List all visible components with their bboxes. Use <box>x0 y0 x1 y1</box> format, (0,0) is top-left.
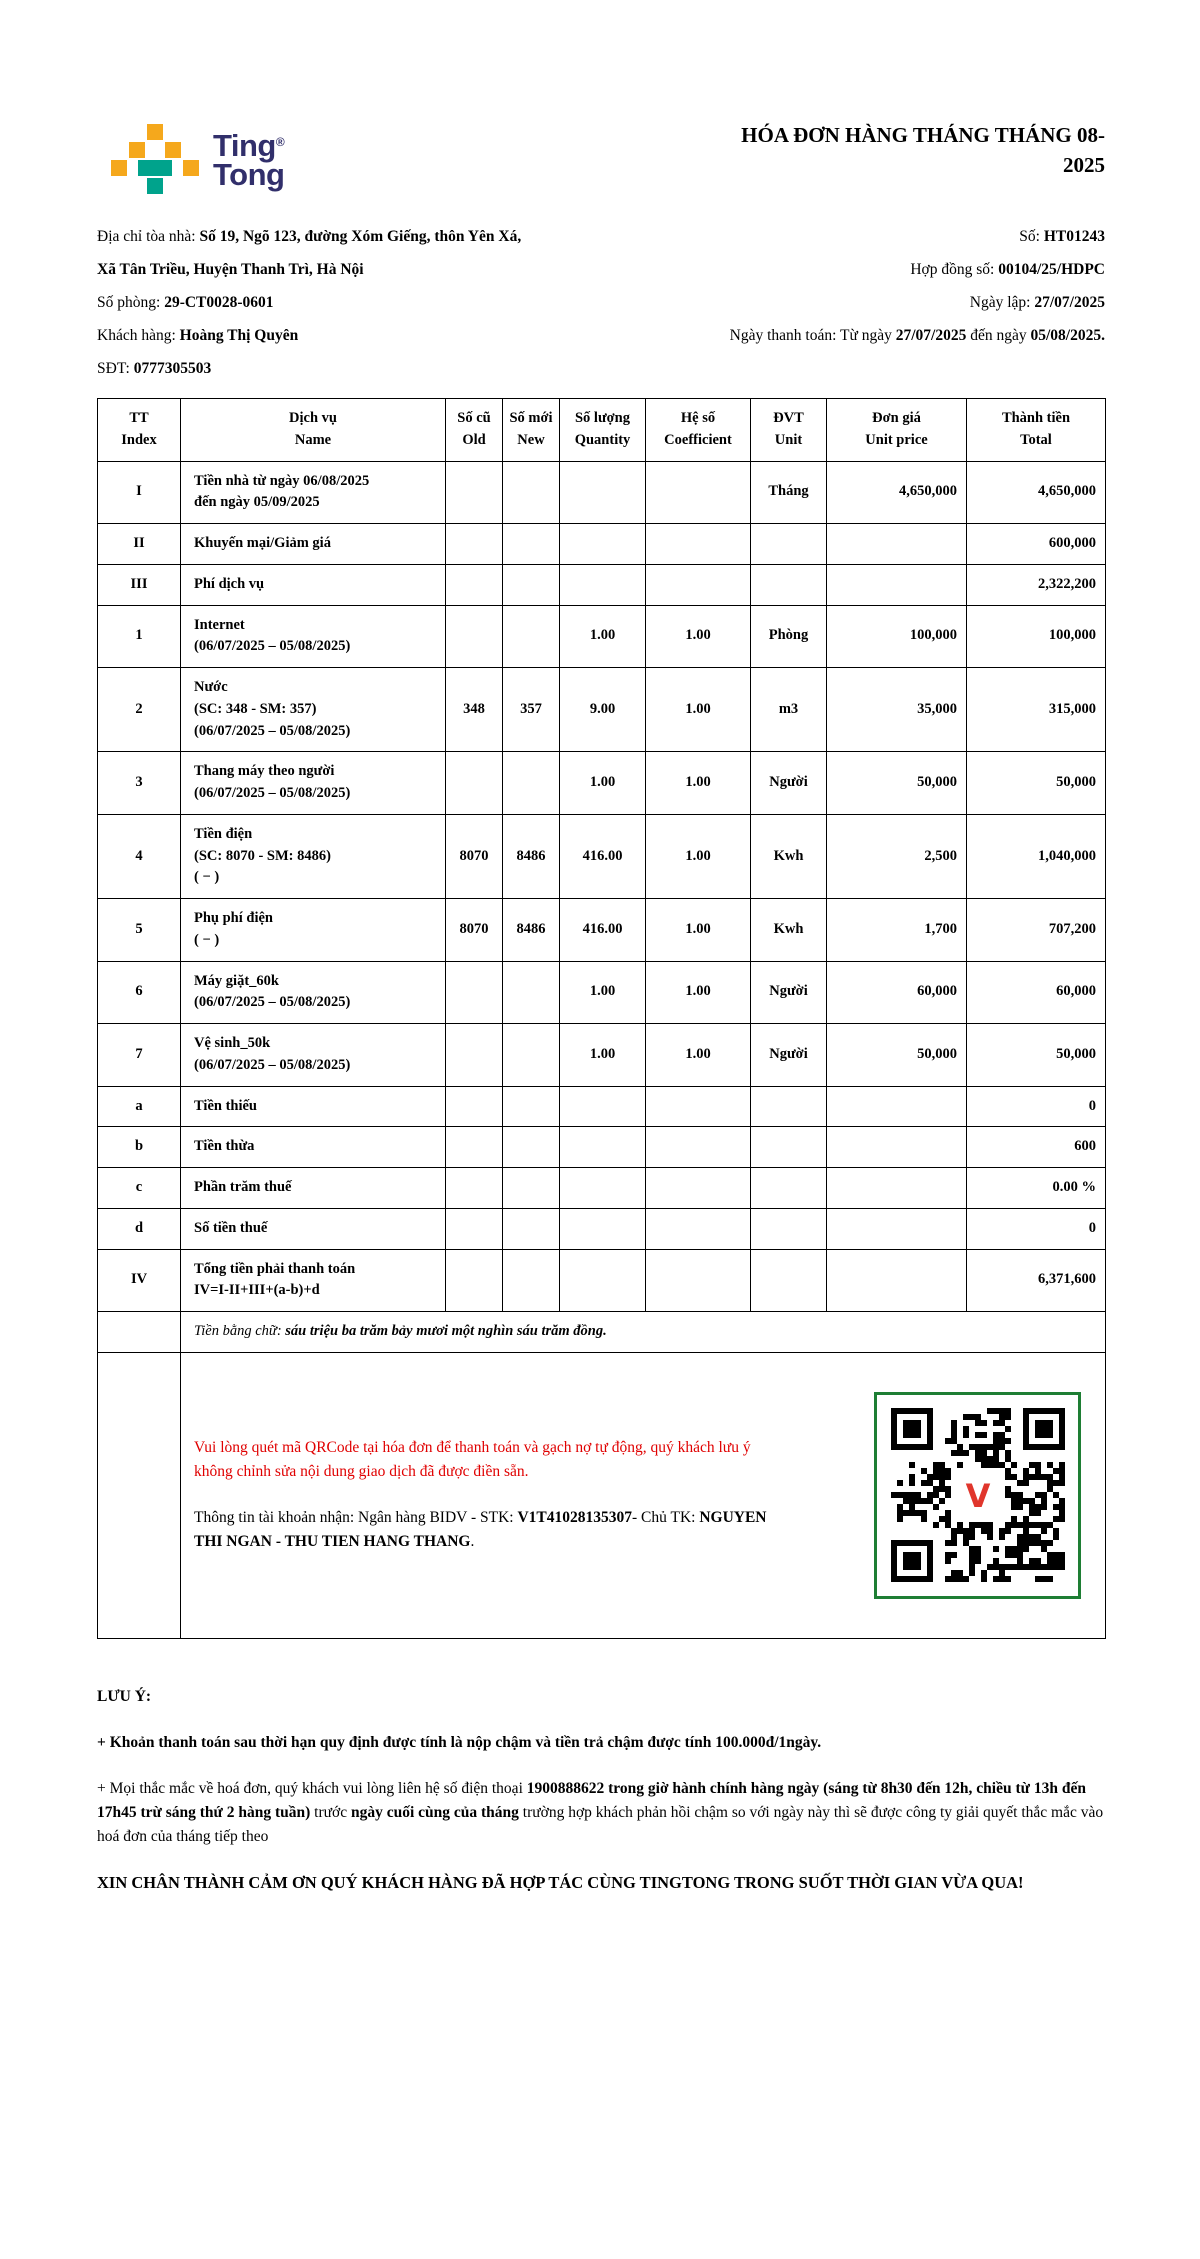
cell-tt: 7 <box>98 1024 181 1087</box>
info-line: Khách hàng: Hoàng Thị Quyên <box>97 327 299 344</box>
cell-unit <box>751 1168 827 1209</box>
table-row <box>98 1127 1106 1168</box>
cell-old <box>446 461 503 524</box>
table-row <box>98 814 1106 898</box>
cell-qty <box>560 1208 646 1249</box>
cell-old <box>446 564 503 605</box>
invoice-info <box>97 220 1105 385</box>
cell-unit: Tháng <box>751 461 827 524</box>
cell-qty <box>560 1168 646 1209</box>
cell-total: 4,650,000 <box>967 461 1106 524</box>
column-header: Số lượng Quantity <box>560 399 646 462</box>
qr-notice-red: Vui lòng quét mã QRCode tại hóa đơn để thanh toán và gạch nợ tự động, quý khách lưu ý không chỉnh sửa nội dung giao dịch đã được điền sẵn. <box>194 1439 751 1481</box>
info-line: Ngày thanh toán: Từ ngày 27/07/2025 đến ngày 05/08/2025. <box>729 327 1105 344</box>
cell-coef: 1.00 <box>646 961 751 1024</box>
table-row <box>98 899 1106 962</box>
invoice-title <box>675 120 1105 181</box>
cell-old <box>446 1024 503 1087</box>
column-header: Số mới New <box>503 399 560 462</box>
invoice-title-line2: 2025 <box>1063 153 1105 178</box>
cell-tt: 3 <box>98 752 181 815</box>
amount-in-words-cell <box>181 1312 1106 1353</box>
cell-new <box>503 461 560 524</box>
table-row <box>98 524 1106 565</box>
cell-name: Phụ phí điện ( − ) <box>181 899 446 962</box>
tingtong-logo-icon <box>111 124 201 196</box>
cell-total: 6,371,600 <box>967 1249 1106 1312</box>
cell-name: Phí dịch vụ <box>181 564 446 605</box>
cell-qty <box>560 1086 646 1127</box>
cell-unit: Kwh <box>751 899 827 962</box>
cell-price <box>827 1086 967 1127</box>
column-header: Thành tiền Total <box>967 399 1106 462</box>
cell-name: Tiền thiếu <box>181 1086 446 1127</box>
cell-tt <box>98 1312 181 1353</box>
table-row <box>98 461 1106 524</box>
cell-coef: 1.00 <box>646 668 751 752</box>
cell-name: Tiền nhà từ ngày 06/08/2025 đến ngày 05/09/2025 <box>181 461 446 524</box>
cell-new <box>503 1168 560 1209</box>
cell-coef: 1.00 <box>646 899 751 962</box>
qr-code <box>874 1392 1081 1599</box>
cell-qty: 416.00 <box>560 814 646 898</box>
qr-section-cell <box>181 1352 1106 1638</box>
cell-name: Khuyến mại/Giảm giá <box>181 524 446 565</box>
cell-total: 1,040,000 <box>967 814 1106 898</box>
cell-coef <box>646 1127 751 1168</box>
cell-total: 100,000 <box>967 605 1106 668</box>
svg-text:V: V <box>965 1477 990 1516</box>
cell-new <box>503 1249 560 1312</box>
table-row <box>98 605 1106 668</box>
info-line: Số phòng: 29-CT0028-0601 <box>97 294 274 311</box>
cell-total: 707,200 <box>967 899 1106 962</box>
info-line: Địa chỉ tòa nhà: Số 19, Ngõ 123, đường Xóm Giếng, thôn Yên Xá, <box>97 228 522 245</box>
cell-new <box>503 1086 560 1127</box>
cell-tt: 1 <box>98 605 181 668</box>
info-line: SĐT: 0777305503 <box>97 360 212 377</box>
cell-tt: II <box>98 524 181 565</box>
cell-old: 8070 <box>446 814 503 898</box>
cell-unit <box>751 1127 827 1168</box>
thank-you-note: XIN CHÂN THÀNH CẢM ƠN QUÝ KHÁCH HÀNG ĐÃ HỢP TÁC CÙNG TINGTONG TRONG SUỐT THỜI GIAN VỪA QUA! <box>97 1872 1024 1892</box>
cell-qty <box>560 524 646 565</box>
cell-total: 50,000 <box>967 1024 1106 1087</box>
cell-price <box>827 524 967 565</box>
cell-old <box>446 1127 503 1168</box>
info-line: Xã Tân Triều, Huyện Thanh Trì, Hà Nội <box>97 261 364 278</box>
cell-coef: 1.00 <box>646 814 751 898</box>
account-holder: NGUYEN THI NGAN - THU TIEN HANG THANG <box>194 1509 767 1551</box>
cell-price: 50,000 <box>827 1024 967 1087</box>
brand-name <box>213 127 285 192</box>
cell-coef: 1.00 <box>646 1024 751 1087</box>
cell-coef <box>646 1168 751 1209</box>
info-left <box>97 220 697 385</box>
table-row <box>98 752 1106 815</box>
invoice-table <box>97 398 1106 1639</box>
brand-logo <box>111 124 284 196</box>
column-header: Đơn giá Unit price <box>827 399 967 462</box>
cell-total: 0 <box>967 1086 1106 1127</box>
cell-unit: Người <box>751 961 827 1024</box>
cell-tt: c <box>98 1168 181 1209</box>
info-right <box>697 220 1105 385</box>
cell-tt: b <box>98 1127 181 1168</box>
cell-old <box>446 1208 503 1249</box>
cell-new: 357 <box>503 668 560 752</box>
account-number: V1T41028135307 <box>517 1509 632 1527</box>
cell-name: Máy giặt_60k (06/07/2025 – 05/08/2025) <box>181 961 446 1024</box>
info-line: Hợp đồng số: 00104/25/HDPC <box>910 261 1105 278</box>
cell-qty: 1.00 <box>560 605 646 668</box>
cell-total: 50,000 <box>967 752 1106 815</box>
cell-old <box>446 752 503 815</box>
table-row <box>98 1086 1106 1127</box>
note-late-payment: + Khoản thanh toán sau thời hạn quy định được tính là nộp chậm và tiền trả chậm được tính 100.000đ/1ngày. <box>97 1733 822 1751</box>
cell-price: 1,700 <box>827 899 967 962</box>
table-row <box>98 1249 1106 1312</box>
table-row <box>98 961 1106 1024</box>
table-header-row <box>98 399 1106 462</box>
cell-price <box>827 1168 967 1209</box>
account-mid: - Chủ TK: <box>632 1509 700 1527</box>
cell-tt: IV <box>98 1249 181 1312</box>
cell-coef <box>646 1208 751 1249</box>
cell-old: 348 <box>446 668 503 752</box>
invoice-header <box>97 118 1105 196</box>
cell-old <box>446 1249 503 1312</box>
info-line: Số: HT01243 <box>1019 228 1105 245</box>
table-row <box>98 564 1106 605</box>
cell-unit <box>751 524 827 565</box>
payment-instructions <box>194 1436 789 1554</box>
qr-code-image <box>891 1408 1065 1582</box>
cell-coef: 1.00 <box>646 605 751 668</box>
cell-tt: III <box>98 564 181 605</box>
cell-total: 2,322,200 <box>967 564 1106 605</box>
cell-coef <box>646 461 751 524</box>
column-header: Dịch vụ Name <box>181 399 446 462</box>
cell-tt: 2 <box>98 668 181 752</box>
cell-total: 600,000 <box>967 524 1106 565</box>
table-row <box>98 1208 1106 1249</box>
cell-qty <box>560 461 646 524</box>
cell-qty: 1.00 <box>560 752 646 815</box>
amount-in-words-label: Tiền bằng chữ: <box>194 1323 286 1339</box>
cell-qty: 9.00 <box>560 668 646 752</box>
cell-new: 8486 <box>503 814 560 898</box>
cell-total: 0 <box>967 1208 1106 1249</box>
column-header: Hệ số Coefficient <box>646 399 751 462</box>
amount-in-words-value: sáu triệu ba trăm bảy mươi một nghìn sáu trăm đồng. <box>285 1323 607 1339</box>
cell-coef <box>646 1086 751 1127</box>
notes-title: LƯU Ý: <box>97 1687 152 1705</box>
brand-line2: Tong <box>213 157 285 192</box>
cell-unit <box>751 1208 827 1249</box>
cell-price: 60,000 <box>827 961 967 1024</box>
cell-qty: 416.00 <box>560 899 646 962</box>
bank-account-info <box>194 1506 789 1554</box>
cell-name: Phần trăm thuế <box>181 1168 446 1209</box>
cell-new <box>503 1024 560 1087</box>
cell-old <box>446 524 503 565</box>
cell-price: 2,500 <box>827 814 967 898</box>
cell-old <box>446 961 503 1024</box>
cell-total: 600 <box>967 1127 1106 1168</box>
cell-unit: Người <box>751 752 827 815</box>
cell-qty: 1.00 <box>560 961 646 1024</box>
cell-unit: m3 <box>751 668 827 752</box>
cell-new <box>503 1208 560 1249</box>
cell-name: Internet (06/07/2025 – 05/08/2025) <box>181 605 446 668</box>
cell-tt: 5 <box>98 899 181 962</box>
column-header: TT Index <box>98 399 181 462</box>
info-line: Ngày lập: 27/07/2025 <box>969 294 1105 311</box>
cell-coef <box>646 564 751 605</box>
cell-qty <box>560 1249 646 1312</box>
cell-new <box>503 752 560 815</box>
note-contact: + Mọi thắc mắc về hoá đơn, quý khách vui lòng liên hệ số điện thoại 1900888622 trong giờ hành chính hàng ngày (sáng từ 8h30 đến 12h, chiều từ 13h đến 17h45 trừ sáng thứ 2 hàng tuần) trước ngày cuối cùng của tháng trường hợp khách phản hồi chậm so với ngày này thì sẽ được công ty giải quyết thắc mắc vào hoá đơn của tháng tiếp theo <box>97 1779 1104 1845</box>
cell-price: 50,000 <box>827 752 967 815</box>
cell-total: 60,000 <box>967 961 1106 1024</box>
cell-unit <box>751 1086 827 1127</box>
cell-name: Vệ sinh_50k (06/07/2025 – 05/08/2025) <box>181 1024 446 1087</box>
cell-price <box>827 1249 967 1312</box>
cell-coef: 1.00 <box>646 752 751 815</box>
table-row <box>98 1024 1106 1087</box>
cell-name: Số tiền thuế <box>181 1208 446 1249</box>
account-suffix: . <box>470 1533 475 1551</box>
cell-name: Tổng tiền phải thanh toán IV=I-II+III+(a-b)+d <box>181 1249 446 1312</box>
cell-name: Tiền thừa <box>181 1127 446 1168</box>
cell-price: 100,000 <box>827 605 967 668</box>
cell-tt <box>98 1352 181 1638</box>
cell-tt: 6 <box>98 961 181 1024</box>
cell-coef <box>646 1249 751 1312</box>
account-prefix: Thông tin tài khoản nhận: Ngân hàng BIDV - STK: <box>194 1509 518 1527</box>
cell-price: 4,650,000 <box>827 461 967 524</box>
cell-price <box>827 564 967 605</box>
cell-coef <box>646 524 751 565</box>
cell-name: Thang máy theo người (06/07/2025 – 05/08/2025) <box>181 752 446 815</box>
registered-mark: ® <box>275 134 285 149</box>
cell-new <box>503 1127 560 1168</box>
cell-name: Nước (SC: 348 - SM: 357) (06/07/2025 – 05/08/2025) <box>181 668 446 752</box>
cell-total: 315,000 <box>967 668 1106 752</box>
cell-tt: 4 <box>98 814 181 898</box>
cell-old <box>446 1086 503 1127</box>
cell-new: 8486 <box>503 899 560 962</box>
cell-new <box>503 605 560 668</box>
cell-price: 35,000 <box>827 668 967 752</box>
cell-unit <box>751 564 827 605</box>
cell-old: 8070 <box>446 899 503 962</box>
qr-row <box>98 1352 1106 1638</box>
cell-tt: I <box>98 461 181 524</box>
column-header: ĐVT Unit <box>751 399 827 462</box>
table-row <box>98 1168 1106 1209</box>
column-header: Số cũ Old <box>446 399 503 462</box>
cell-unit: Phòng <box>751 605 827 668</box>
cell-tt: a <box>98 1086 181 1127</box>
cell-tt: d <box>98 1208 181 1249</box>
cell-qty <box>560 1127 646 1168</box>
table-row <box>98 668 1106 752</box>
cell-old <box>446 605 503 668</box>
cell-unit: Người <box>751 1024 827 1087</box>
cell-total: 0.00 % <box>967 1168 1106 1209</box>
cell-old <box>446 1168 503 1209</box>
cell-qty <box>560 564 646 605</box>
cell-unit: Kwh <box>751 814 827 898</box>
cell-new <box>503 564 560 605</box>
cell-new <box>503 524 560 565</box>
brand-line1: Ting <box>213 127 276 163</box>
amount-in-words-row <box>98 1312 1106 1353</box>
cell-new <box>503 961 560 1024</box>
invoice-title-line1: HÓA ĐƠN HÀNG THÁNG THÁNG 08- <box>741 123 1105 147</box>
cell-qty: 1.00 <box>560 1024 646 1087</box>
cell-price <box>827 1208 967 1249</box>
notes-section <box>97 1685 1105 1896</box>
cell-name: Tiền điện (SC: 8070 - SM: 8486) ( − ) <box>181 814 446 898</box>
cell-price <box>827 1127 967 1168</box>
cell-unit <box>751 1249 827 1312</box>
